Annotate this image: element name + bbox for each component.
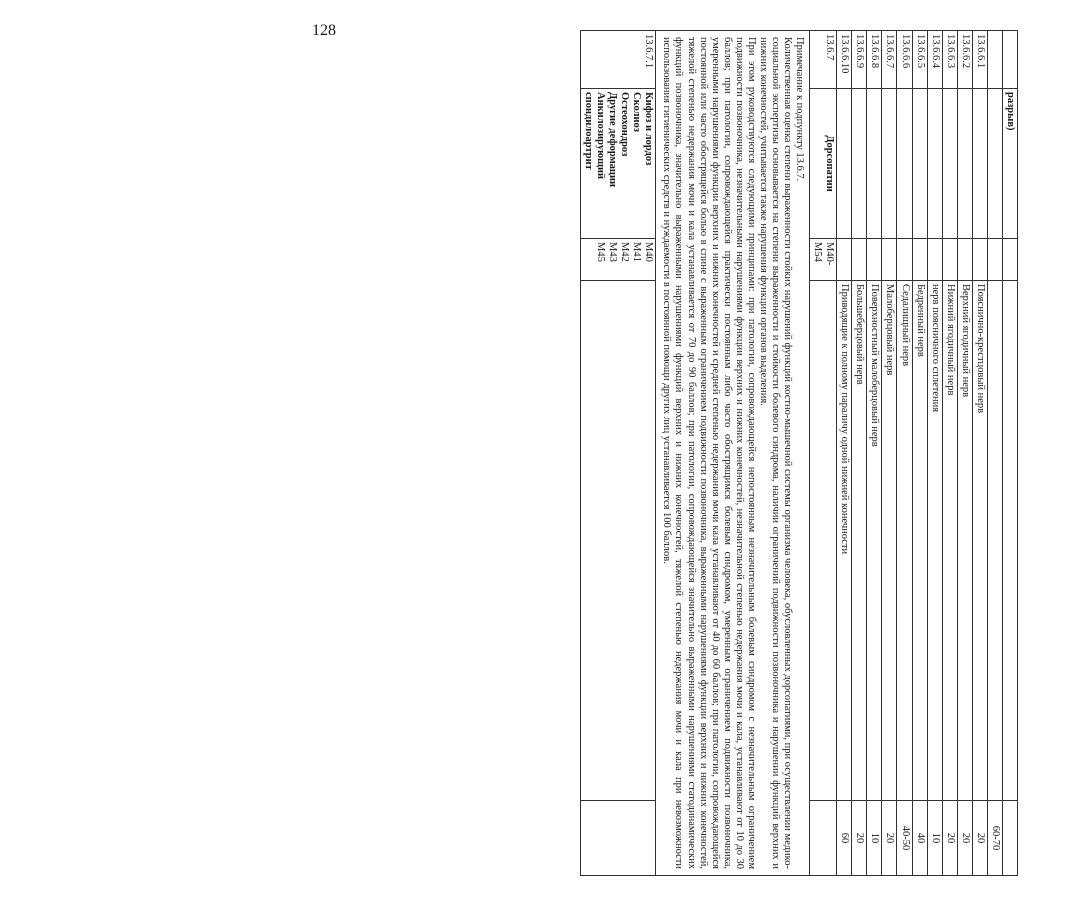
page-number: 128 xyxy=(312,22,336,39)
item-name: Кифоз и лордоз xyxy=(643,92,655,166)
row-value: 40 xyxy=(912,801,927,876)
row-code: 13.6.6.2 xyxy=(957,31,972,89)
row-value: 60-70 xyxy=(987,801,1002,876)
table-row xyxy=(957,31,972,876)
row-empty xyxy=(942,89,957,239)
row-empty xyxy=(957,89,972,239)
note-paragraph: При этом руководствуются следующими принципами: при патологии, сопровождающейся непостоянным незначительным болевым синдромом с незначительным ограничением подвижности позвоночника, незначительными нарушениями функции верхних и нижних конечностей, незначительной степенью недержания мочи и кала, устанавливают от 10 до 30 баллов; при патологии, сопровождающейся практически постоянным либо часто обострящимся болевым синдромом, умеренным ограничением подвижности позвоночника, умеренными нарушениями функции верхних и нижних конечностей и средней степенью недержания мочи кала устанавливают от 40 до 60 баллов; при патологии, сопровождающейся постоянной или часто обострящейся болью в спине с выраженным ограничением подвижности позвоночника, выраженными нарушениями функции верхних и нижних конечностей, тяжелой степенью недержания мочи и кала устанавливается от 70 до 90 баллов; при патологии, сопровождающейся значительно выраженными нарушениями статодинамических функций позвоночника, значительно выраженными нарушениями функций верхних и нижних конечностей, тяжелой степенью недержания мочи и кала при невозможности использования гигиенических средств и нуждаемости в постоянной помощи других лиц устанавливается 100 баллов. xyxy=(661,37,757,869)
item-icds xyxy=(581,239,656,281)
bottom-row xyxy=(581,31,656,876)
table-row xyxy=(912,31,927,876)
row-code: 13.6.6.1 xyxy=(972,31,987,89)
row-name: Малоберцовый нерв xyxy=(882,281,897,801)
row-empty xyxy=(852,89,867,239)
row-empty-icd xyxy=(972,239,987,281)
note-title: Примечание к подпункту 13.6.7. xyxy=(794,37,806,182)
row-empty-value xyxy=(581,801,656,876)
row-icd xyxy=(1002,239,1017,281)
row-empty xyxy=(810,281,837,801)
row-code: 13.6.6.5 xyxy=(912,31,927,89)
row-code: 13.6.6.9 xyxy=(852,31,867,89)
item-icd: M42 xyxy=(619,242,631,262)
row-value: 20 xyxy=(882,801,897,876)
row-code: 13.6.6.7 xyxy=(882,31,897,89)
item-name: Другие деформации xyxy=(607,92,619,188)
row-empty xyxy=(972,89,987,239)
row-value: 20 xyxy=(942,801,957,876)
table-row xyxy=(987,31,1002,876)
item-icd: M43 xyxy=(607,242,619,262)
row-empty-icd xyxy=(897,239,912,281)
row-code: 13.6.6.6 xyxy=(897,31,912,89)
row-code xyxy=(1002,31,1017,89)
row-name: Пояснично-крестцовый нерв xyxy=(972,281,987,801)
row-value: 10 xyxy=(867,801,882,876)
header-fragment: разрыв) xyxy=(1002,89,1017,239)
row-value xyxy=(1002,801,1017,876)
table-row xyxy=(942,31,957,876)
row-code: 13.6.7 xyxy=(810,31,837,89)
item-name: Сколиоз xyxy=(631,92,643,133)
row-code: 13.6.6.8 xyxy=(867,31,882,89)
row-name xyxy=(987,281,1002,801)
row-empty xyxy=(581,281,656,801)
item-name: Остеохондроз xyxy=(619,92,631,157)
row-empty-icd xyxy=(867,239,882,281)
item-names xyxy=(581,89,656,239)
item-name: Анкилозирующий спондилоартрит xyxy=(583,92,607,180)
item-icd: M40 xyxy=(643,242,655,262)
table-header-row xyxy=(1002,31,1017,876)
note-paragraph: Количественная оценка степени выраженности стойких нарушений функций костно-мышечной системы организма человека, обусловленных дорсопатиями, при осуществлении медико-социальной экспертизы основывается на степени выраженности и стойкости болевого синдрома, наличии ограничений подвижности позвоночника и нарушении функций верхних и нижних конечностей, учитывается также нарушения функции органов выделения. xyxy=(757,37,794,869)
row-empty xyxy=(882,89,897,239)
row-code: 13.6.7.1 xyxy=(581,31,656,89)
table-row xyxy=(867,31,882,876)
row-name: Седалищный нерв xyxy=(897,281,912,801)
table-row xyxy=(882,31,897,876)
row-empty xyxy=(987,89,1002,239)
row-value: 60 xyxy=(837,801,852,876)
dorsopathy-row xyxy=(810,31,837,876)
table-row xyxy=(837,31,852,876)
note-cell xyxy=(656,31,810,876)
row-value: 20 xyxy=(957,801,972,876)
row-name: Большеберцовый нерв xyxy=(852,281,867,801)
rotated-page xyxy=(580,30,1080,875)
item-icd: M41 xyxy=(631,242,643,262)
row-code: 13.6.6.4 xyxy=(927,31,942,89)
row-empty-icd xyxy=(942,239,957,281)
row-icd: M40-M54 xyxy=(810,239,837,281)
row-empty-icd xyxy=(912,239,927,281)
row-empty-icd xyxy=(927,239,942,281)
classification-table xyxy=(580,30,1018,876)
row-value: 20 xyxy=(972,801,987,876)
row-name: Нижний ягодичный нерв xyxy=(942,281,957,801)
row-name: нерв поясничного сплетения xyxy=(927,281,942,801)
row-empty-icd xyxy=(957,239,972,281)
row-empty xyxy=(837,89,852,239)
row-empty-icd xyxy=(882,239,897,281)
row-code: 13.6.6.3 xyxy=(942,31,957,89)
note-row xyxy=(656,31,810,876)
row-value: 10 xyxy=(927,801,942,876)
row-empty-icd xyxy=(852,239,867,281)
row-empty-icd xyxy=(837,239,852,281)
row-name: Дорсопатии xyxy=(810,89,837,239)
table-row xyxy=(972,31,987,876)
row-value: 40-50 xyxy=(897,801,912,876)
table-row xyxy=(927,31,942,876)
row-name: Приводящие к полному параличу одной нижней конечности xyxy=(837,281,852,801)
row-empty xyxy=(867,89,882,239)
table-row xyxy=(897,31,912,876)
table-row xyxy=(852,31,867,876)
row-empty-icd xyxy=(987,239,1002,281)
row-empty-value xyxy=(810,801,837,876)
row-name: Поверхностный малоберцовый нерв xyxy=(867,281,882,801)
row-name: Верхний ягодичный нерв xyxy=(957,281,972,801)
row-empty xyxy=(912,89,927,239)
row-empty xyxy=(897,89,912,239)
row-code xyxy=(987,31,1002,89)
row-value: 20 xyxy=(852,801,867,876)
row-name xyxy=(1002,281,1017,801)
row-name: Бедренный нерв xyxy=(912,281,927,801)
item-icd: M45 xyxy=(595,242,607,262)
row-code: 13.6.6.10 xyxy=(837,31,852,89)
row-empty xyxy=(927,89,942,239)
